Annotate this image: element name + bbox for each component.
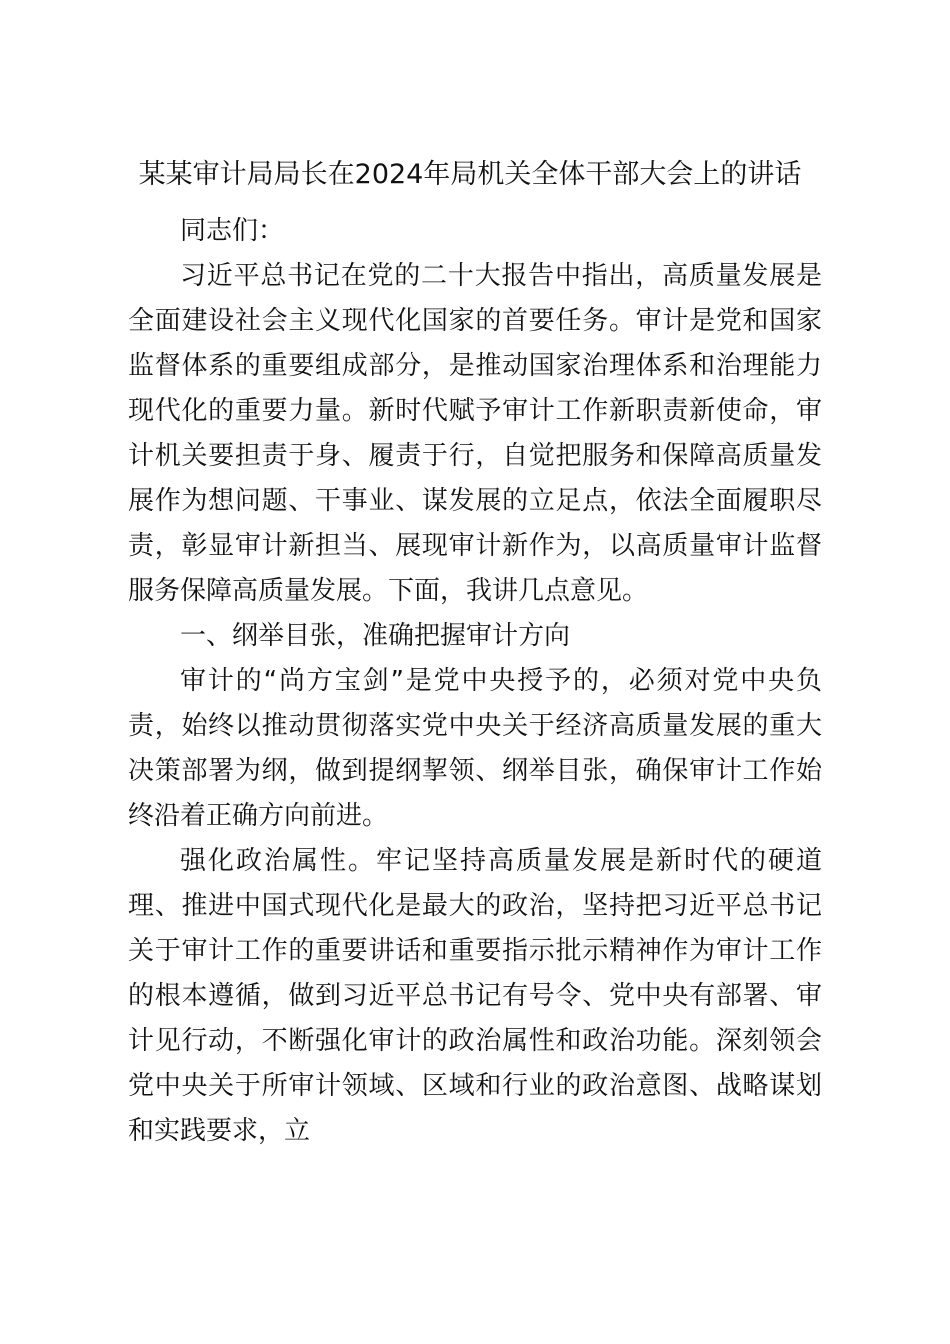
section-1-paragraph-2: 强化政治属性。牢记坚持高质量发展是新时代的硬道理、推进中国式现代化是最大的政治，坚持把习近平总书记关于审计工作的重要讲话和重要指示批示精神作为审计工作的根本遵循，做到习近平总书记有号令、党中央有部署、审计见行动，不断强化审计的政治属性和政治功能。深刻领会党中央关于所审计领域、区域和行业的政治意图、战略谋划和实践要求，立 <box>128 846 822 1146</box>
document-title: 某某审计局局长在2024年局机关全体干部大会上的讲话 <box>138 159 802 190</box>
section-1-paragraph-1: 审计的“尚方宝剑”是党中央授予的，必须对党中央负责，始终以推动贯彻落实党中央关于经济高质量发展的重大决策部署为纲，做到提纲挈领、纲举目张，确保审计工作始终沿着正确方向前进。 <box>128 666 822 831</box>
intro-paragraph: 习近平总书记在党的二十大报告中指出，高质量发展是全面建设社会主义现代化国家的首要任务。审计是党和国家监督体系的重要组成部分，是推动国家治理体系和治理能力现代化的重要力量。新时代赋予审计工作新职责新使命，审计机关要担责于身、履责于行，自觉把服务和保障高质量发展作为想问题、干事业、谋发展的立足点，依法全面履职尽责，彰显审计新担当、展现审计新作为，以高质量审计监督服务保障高质量发展。下面，我讲几点意见。 <box>128 261 822 606</box>
salutation: 同志们： <box>180 216 285 246</box>
section-heading-1: 一、纲举目张，准确把握审计方向 <box>180 621 571 651</box>
document-page <box>128 152 822 1154</box>
